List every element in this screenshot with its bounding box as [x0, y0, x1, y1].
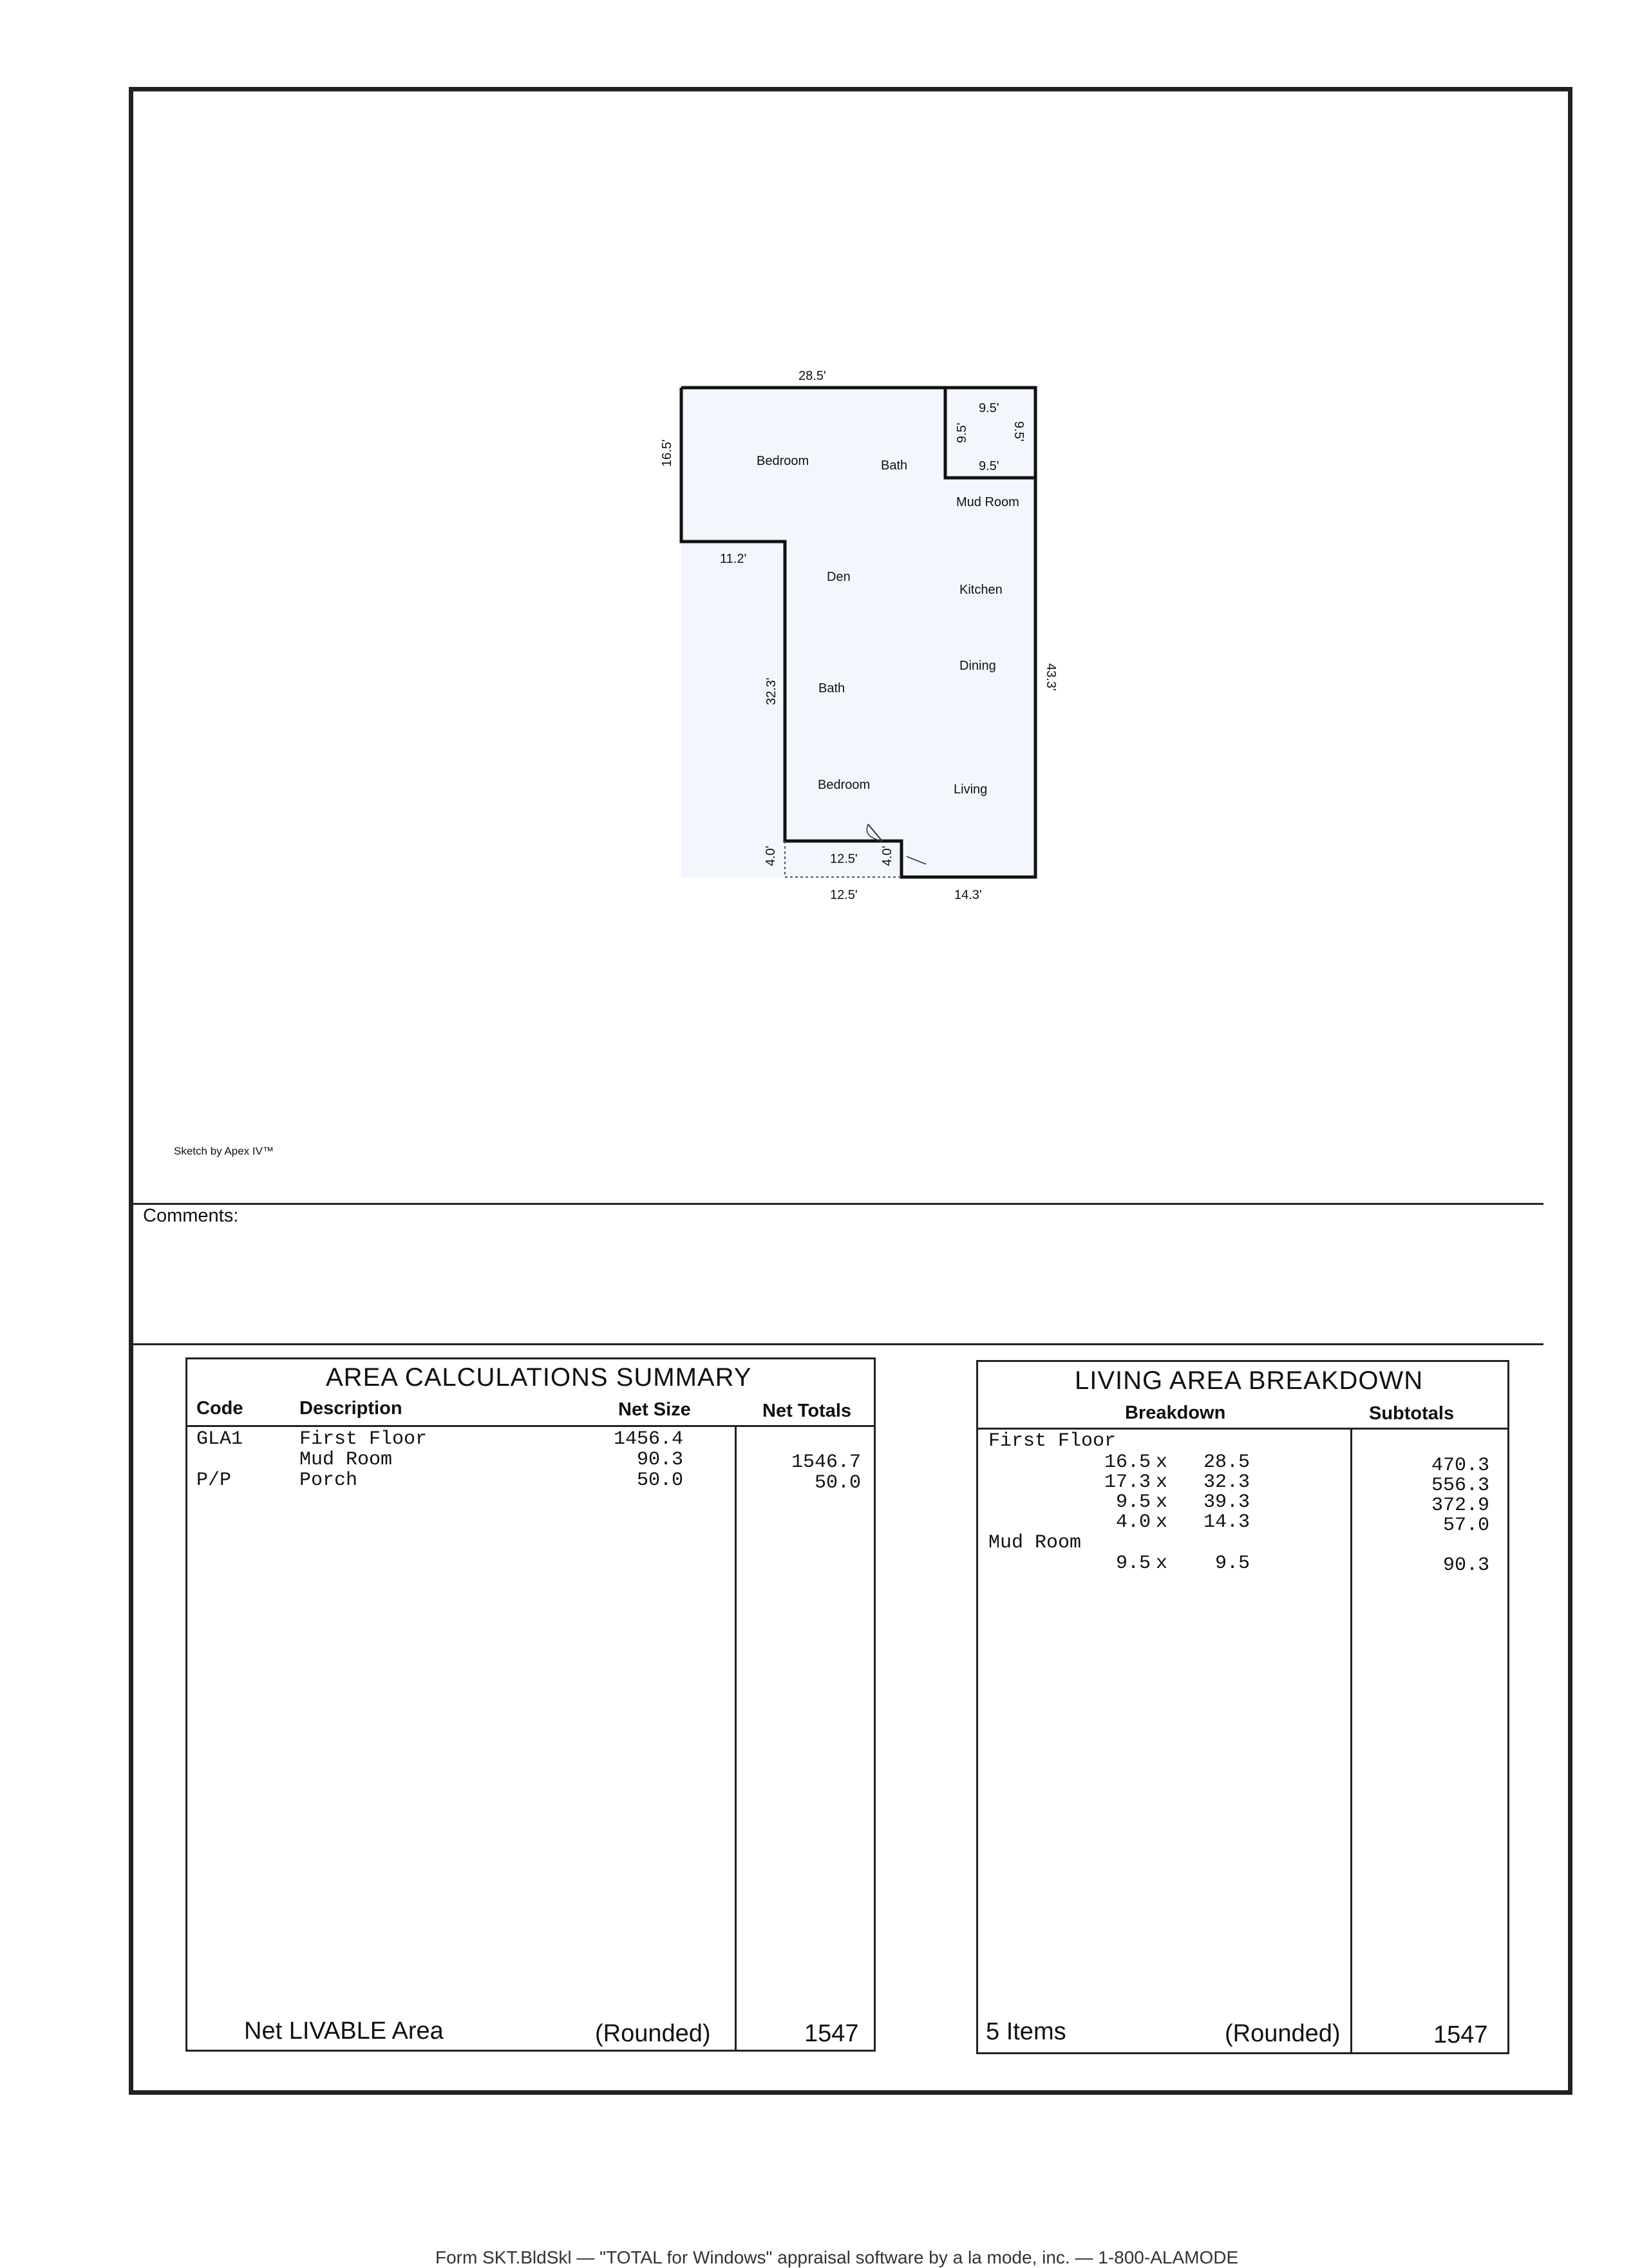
breakdown-subtotal: 556.3	[1431, 1475, 1489, 1497]
net-livable-label: Net LIVABLE Area	[244, 2018, 444, 2045]
dim-right: 43.3'	[1044, 663, 1058, 691]
row-net-size: 1456.4	[613, 1428, 683, 1450]
breakdown-subtotal: 470.3	[1431, 1455, 1489, 1477]
col-net-size: Net Size	[618, 1399, 691, 1420]
breakdown-a: 4.0	[1115, 1511, 1151, 1533]
breakdown-a: 17.3	[1104, 1471, 1151, 1493]
breakdown-subtotal: 57.0	[1442, 1515, 1489, 1536]
breakdown-rounded-label: (Rounded)	[1225, 2020, 1341, 2047]
floor-plan-sketch	[644, 361, 1095, 908]
breakdown-b: 32.3	[1203, 1471, 1250, 1493]
area-col-divider	[735, 1425, 737, 2050]
breakdown-a: 16.5	[1104, 1451, 1151, 1473]
dim-bottom-left: 12.5'	[830, 888, 858, 902]
breakdown-op: x	[1156, 1471, 1168, 1493]
room-living: Living	[954, 782, 988, 797]
col-subtotals: Subtotals	[1369, 1403, 1455, 1424]
breakdown-op: x	[1156, 1511, 1168, 1533]
breakdown-total: 1547	[1433, 2021, 1488, 2048]
row-description: Mud Room	[299, 1449, 393, 1471]
dim-left-lower: 32.3'	[764, 677, 779, 705]
breakdown-a: 9.5	[1115, 1491, 1151, 1513]
row-description: Porch	[299, 1469, 358, 1491]
breakdown-b: 9.5	[1214, 1553, 1250, 1574]
breakdown-col-divider	[1350, 1428, 1352, 2052]
room-den: Den	[827, 570, 851, 584]
breakdown-op: x	[1156, 1491, 1168, 1513]
room-dining: Dining	[959, 659, 996, 673]
dim-mud-right: 9.5'	[1012, 421, 1026, 442]
room-mud-room: Mud Room	[956, 495, 1019, 509]
breakdown-b: 28.5	[1203, 1451, 1250, 1473]
living-breakdown-panel	[976, 1360, 1509, 2054]
dim-porch-inner: 12.5'	[830, 852, 858, 866]
dim-bottom-right: 14.3'	[954, 888, 982, 902]
dim-mud-left: 9.5'	[955, 422, 969, 443]
breakdown-subtotal: 90.3	[1442, 1555, 1489, 1576]
breakdown-op: x	[1156, 1451, 1168, 1473]
col-breakdown: Breakdown	[1125, 1403, 1226, 1423]
living-breakdown-title: LIVING AREA BREAKDOWN	[1075, 1366, 1424, 1395]
items-count: 5 Items	[986, 2018, 1066, 2045]
breakdown-b: 14.3	[1203, 1511, 1250, 1533]
row-net-total: 1546.7	[791, 1451, 861, 1473]
comments-bottom-rule	[133, 1343, 1543, 1345]
room-bedroom-top: Bedroom	[757, 454, 809, 468]
breakdown-b: 39.3	[1203, 1491, 1250, 1513]
room-kitchen: Kitchen	[959, 583, 1003, 597]
sketch-credit: Sketch by Apex IV™	[174, 1145, 274, 1157]
area-summary-title: AREA CALCULATIONS SUMMARY	[326, 1363, 752, 1392]
row-net-total: 50.0	[814, 1472, 861, 1494]
group-first-floor: First Floor	[988, 1430, 1117, 1452]
row-net-size: 90.3	[636, 1449, 683, 1471]
row-code: GLA1	[196, 1428, 243, 1450]
dim-left-wing: 16.5'	[660, 439, 674, 467]
area-header-rule	[187, 1425, 874, 1427]
room-bath-top: Bath	[881, 458, 908, 473]
col-description: Description	[299, 1398, 402, 1419]
area-summary-panel	[185, 1357, 876, 2052]
comments-top-rule	[133, 1203, 1543, 1205]
dim-mud-bottom: 9.5'	[979, 459, 999, 473]
dim-top: 28.5'	[798, 369, 826, 383]
dim-porch-left: 4.0'	[764, 846, 778, 866]
col-code: Code	[196, 1398, 243, 1419]
net-livable-total: 1547	[804, 2020, 859, 2047]
comments-label: Comments:	[143, 1205, 239, 1226]
row-net-size: 50.0	[636, 1469, 683, 1491]
breakdown-header-rule	[978, 1428, 1507, 1430]
col-net-totals: Net Totals	[762, 1401, 852, 1421]
dim-step: 11.2'	[720, 552, 747, 566]
room-bath-lower: Bath	[818, 681, 845, 695]
area-rounded-label: (Rounded)	[595, 2020, 711, 2047]
row-code: P/P	[196, 1469, 232, 1491]
dim-porch-right: 4.0'	[880, 846, 894, 866]
dim-mud-top: 9.5'	[979, 401, 999, 415]
breakdown-op: x	[1156, 1553, 1168, 1574]
breakdown-subtotal: 372.9	[1431, 1495, 1489, 1517]
form-footer: Form SKT.BldSkl — "TOTAL for Windows" appraisal software by a la mode, inc. — 1-800-ALAMODE	[435, 2247, 1239, 2267]
group-mud-room: Mud Room	[988, 1532, 1082, 1554]
row-description: First Floor	[299, 1428, 428, 1450]
breakdown-a: 9.5	[1115, 1553, 1151, 1574]
room-bedroom-lower: Bedroom	[818, 778, 871, 792]
